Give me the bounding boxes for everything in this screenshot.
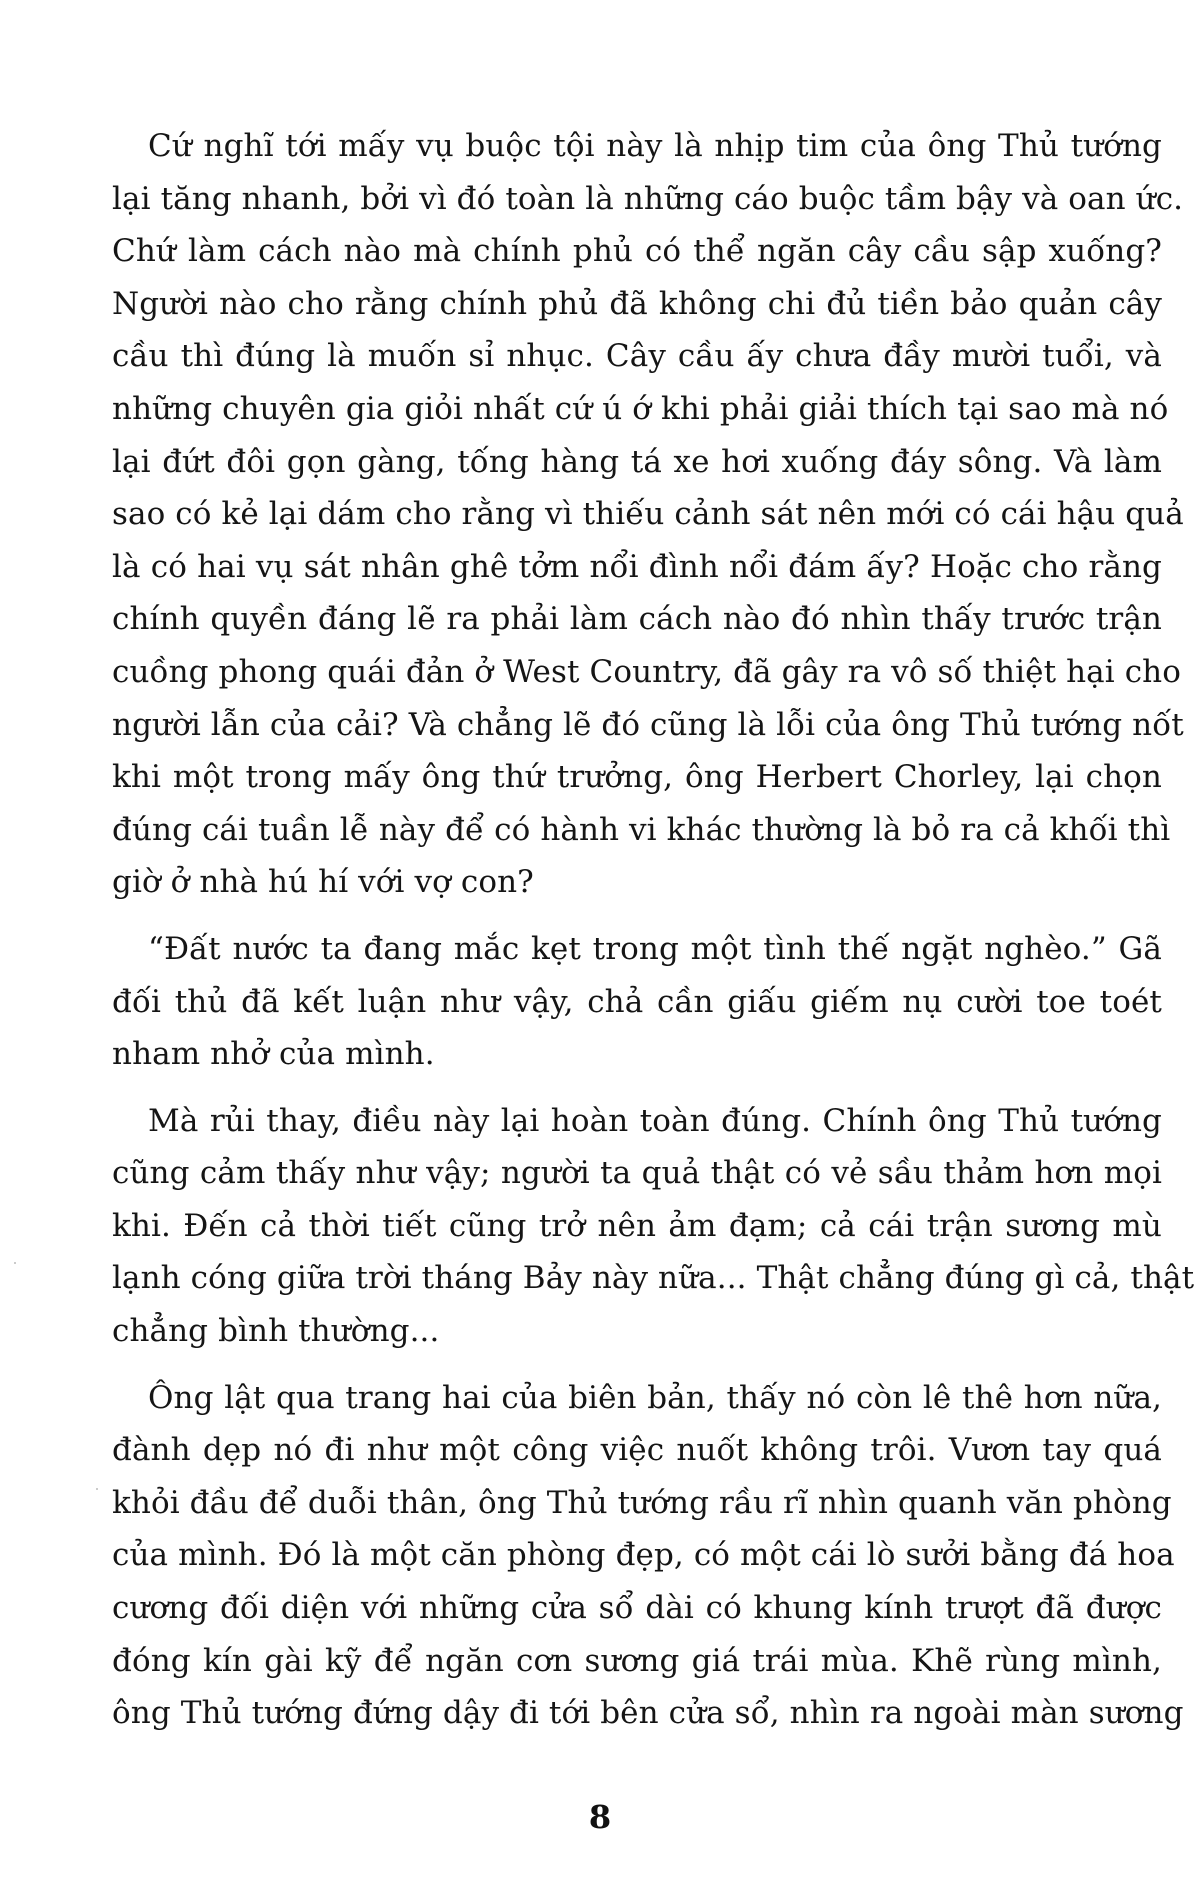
text-line: giờ ở nhà hú hí với vợ con? [112,864,534,901]
text-line: sao có kẻ lại dám cho rằng vì thiếu cảnh sát nên mới có cái hậu quả [112,496,1184,533]
text-line: chẳng bình thường... [112,1313,440,1350]
text-line: của mình. Đó là một căn phòng đẹp, có một cái lò sưởi bằng đá hoa [112,1537,1175,1574]
scan-speck [14,1262,16,1264]
text-line: “Đất nước ta đang mắc kẹt trong một tình thế ngặt nghèo.” Gã [148,930,1162,967]
text-line: cương đối diện với những cửa sổ dài có khung kính trượt đã được [112,1590,1162,1627]
paragraph-1 [112,120,1184,909]
text-line: đành dẹp nó đi như một công việc nuốt không trôi. Vươn tay quá [112,1432,1162,1469]
text-line: cũng cảm thấy như vậy; người ta quả thật có vẻ sầu thảm hơn mọi [112,1155,1162,1192]
text-line: Cứ nghĩ tới mấy vụ buộc tội này là nhịp tim của ông Thủ tướng [148,128,1162,164]
text-line: Người nào cho rằng chính phủ đã không chi đủ tiền bảo quản cây [112,285,1162,322]
text-line: những chuyên gia giỏi nhất cứ ú ớ khi phải giải thích tại sao mà nó [112,390,1169,427]
text-line: ông Thủ tướng đứng dậy đi tới bên cửa sổ, nhìn ra ngoài màn sương [112,1695,1184,1732]
scan-speck [96,1488,98,1490]
page-number: 8 [588,1798,612,1836]
text-line: chính quyền đáng lẽ ra phải làm cách nào đó nhìn thấy trước trận [112,601,1162,638]
paragraph-4 [112,1372,1184,1740]
paragraph-3 [112,1095,1195,1358]
body-text [112,120,1195,1754]
text-line: khi một trong mấy ông thứ trưởng, ông Herbert Chorley, lại chọn [112,759,1162,796]
text-line: cuồng phong quái đản ở West Country, đã gây ra vô số thiệt hại cho [112,653,1182,690]
text-line: là có hai vụ sát nhân ghê tởm nổi đình nổi đám ấy? Hoặc cho rằng [112,548,1162,585]
text-line: đúng cái tuần lễ này để có hành vi khác thường là bỏ ra cả khối thì [112,811,1171,848]
text-line: lại tăng nhanh, bởi vì đó toàn là những cáo buộc tầm bậy và oan ức. [112,180,1184,217]
text-line: cầu thì đúng là muốn sỉ nhục. Cây cầu ấy chưa đầy mười tuổi, và [112,338,1162,375]
text-line: đối thủ đã kết luận như vậy, chả cần giấu giếm nụ cười toe toét [112,983,1162,1020]
paragraph-2 [112,923,1162,1081]
text-line: Ông lật qua trang hai của biên bản, thấy nó còn lê thê hơn nữa, [148,1379,1162,1416]
text-line: người lẫn của cải? Và chẳng lẽ đó cũng là lỗi của ông Thủ tướng nốt [112,706,1184,743]
text-line: lạnh cóng giữa trời tháng Bảy này nữa... Thật chẳng đúng gì cả, thật [112,1260,1195,1297]
text-line: nham nhở của mình. [112,1036,435,1073]
text-line: lại đứt đôi gọn gàng, tống hàng tá xe hơi xuống đáy sông. Và làm [112,443,1162,480]
text-line: khi. Đến cả thời tiết cũng trở nên ảm đạm; cả cái trận sương mù [112,1207,1162,1244]
text-line: đóng kín gài kỹ để ngăn cơn sương giá trái mùa. Khẽ rùng mình, [112,1642,1162,1679]
text-line: khỏi đầu để duỗi thân, ông Thủ tướng rầu rĩ nhìn quanh văn phòng [112,1484,1172,1521]
text-line: Mà rủi thay, điều này lại hoàn toàn đúng. Chính ông Thủ tướng [148,1102,1162,1139]
text-line: Chứ làm cách nào mà chính phủ có thể ngăn cây cầu sập xuống? [112,233,1162,270]
